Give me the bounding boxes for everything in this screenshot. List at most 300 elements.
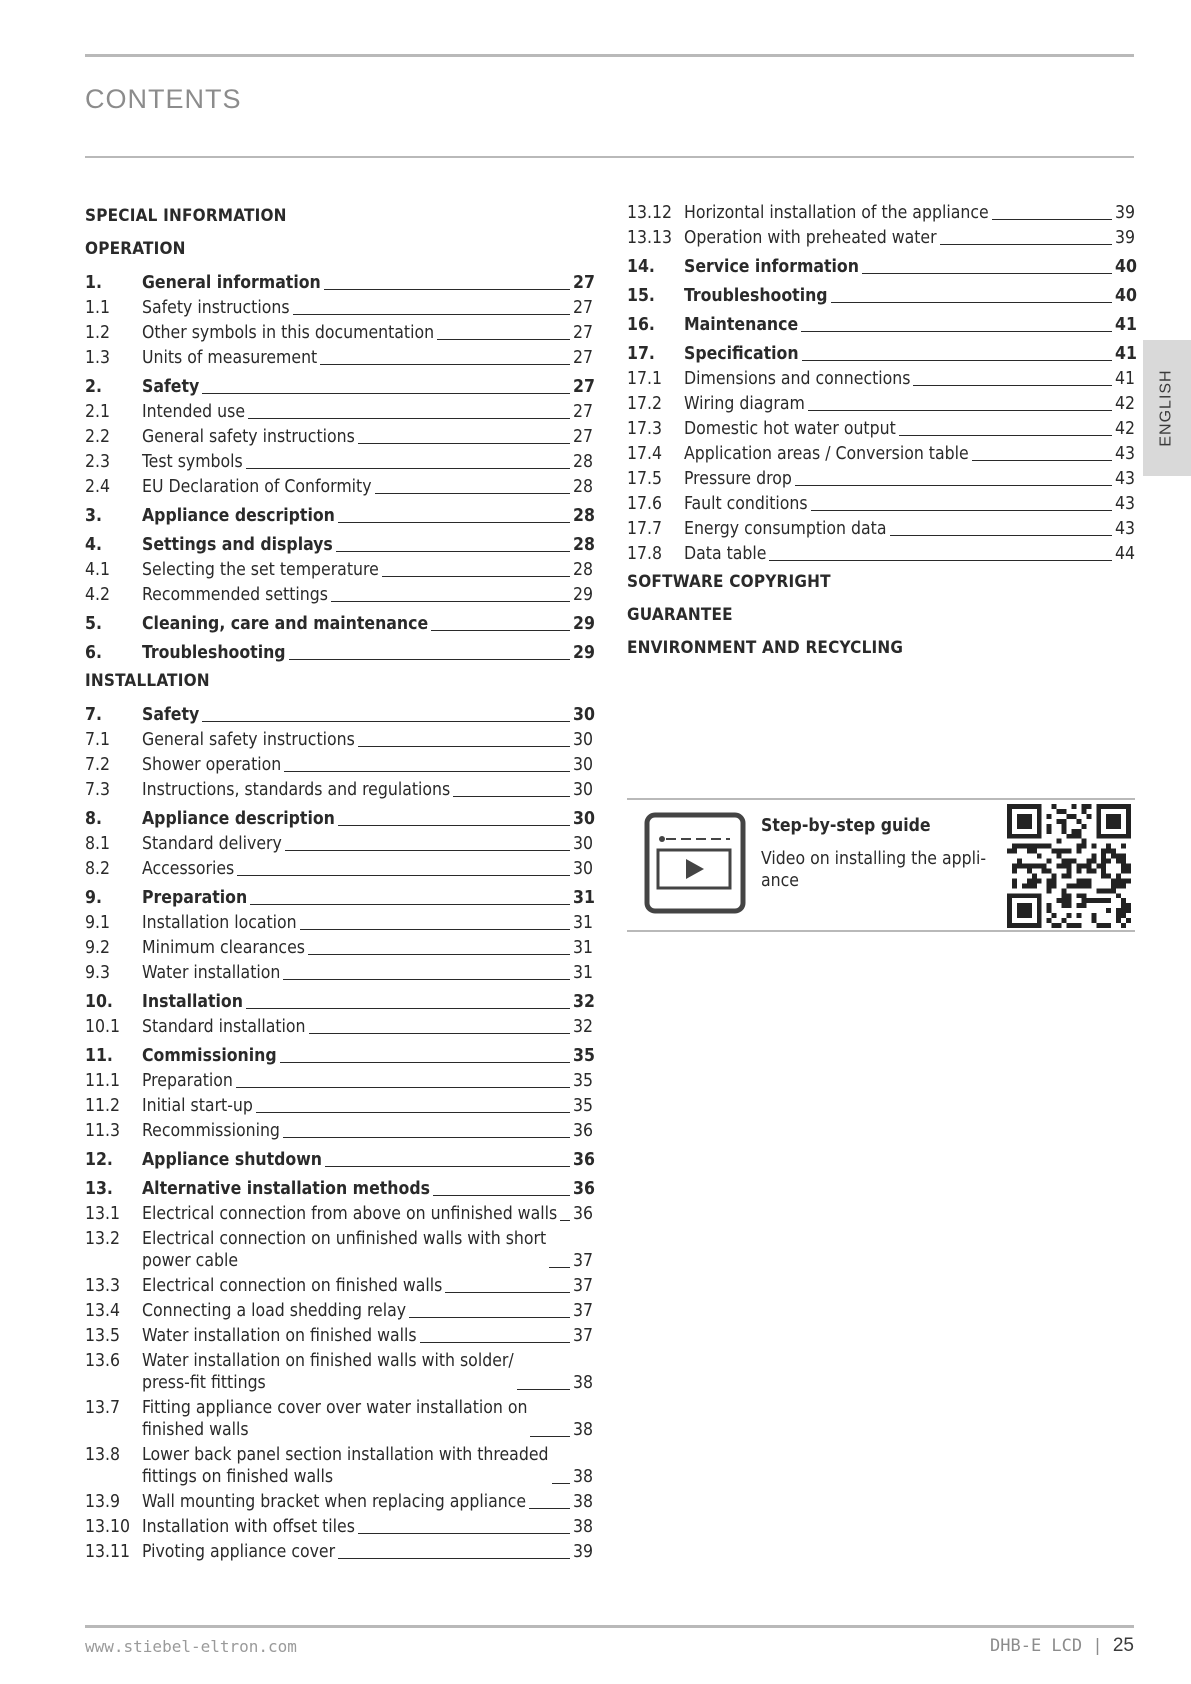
toc-number: 13.8 <box>85 1445 121 1465</box>
toc-page-number: 42 <box>1115 394 1136 414</box>
toc-title: Fitting appliance cover over water installation on finished walls <box>142 1398 528 1440</box>
toc-title: Electrical connection on unfinished walls with short power cable <box>142 1229 547 1271</box>
toc-title: Recommended settings <box>142 585 328 605</box>
toc-leader-line <box>338 825 570 826</box>
page-title: CONTENTS <box>85 84 242 115</box>
toc-page-number: 35 <box>573 1046 595 1066</box>
toc-number: 9.2 <box>85 938 111 958</box>
toc-page-number: 35 <box>573 1096 594 1116</box>
toc-page-number: 30 <box>573 730 594 750</box>
toc-number: 13. <box>85 1179 113 1199</box>
toc-entry[interactable] <box>85 831 593 856</box>
toc-page-number: 41 <box>1115 369 1136 389</box>
toc-number: 9.3 <box>85 963 111 983</box>
toc-number: 4.2 <box>85 585 111 605</box>
toc-entry[interactable] <box>627 441 1135 466</box>
toc-entry[interactable] <box>85 1489 593 1514</box>
guide-text: Video on installing the appli-ance <box>761 849 987 891</box>
toc-entry[interactable] <box>85 1201 593 1226</box>
toc-page-number: 30 <box>573 705 595 725</box>
toc-leader-line <box>972 460 1112 461</box>
toc-leader-line <box>320 364 570 365</box>
toc-chapter-entry[interactable] <box>85 698 593 727</box>
toc-page-number: 38 <box>573 1492 594 1512</box>
toc-number: 6. <box>85 643 102 663</box>
toc-title: Application areas / Conversion table <box>684 444 969 464</box>
toc-chapter-entry[interactable] <box>85 607 593 636</box>
toc-page-number: 31 <box>573 913 594 933</box>
toc-page-number: 36 <box>573 1204 594 1224</box>
language-tab-label: ENGLISH <box>1158 369 1175 447</box>
toc-page-number: 36 <box>573 1121 594 1141</box>
toc-leader-line <box>358 443 570 444</box>
toc-page-number: 27 <box>573 427 594 447</box>
toc-title: Energy consumption data <box>684 519 887 539</box>
toc-entry[interactable] <box>85 935 593 960</box>
toc-entry[interactable] <box>85 1395 593 1442</box>
toc-number: 11.3 <box>85 1121 121 1141</box>
video-player-icon <box>644 812 746 914</box>
toc-page-number: 39 <box>1115 203 1136 223</box>
toc-number: 1.3 <box>85 348 111 368</box>
toc-section-heading[interactable]: INSTALLATION <box>85 671 210 691</box>
toc-chapter-entry[interactable] <box>85 636 593 665</box>
toc-page-number: 31 <box>573 888 595 908</box>
guide-top-rule <box>627 798 1135 800</box>
toc-chapter-entry[interactable] <box>85 881 593 910</box>
toc-title: Commissioning <box>142 1046 277 1066</box>
toc-title: Settings and displays <box>142 535 333 555</box>
toc-page-number: 40 <box>1115 286 1137 306</box>
toc-page-number: 27 <box>573 298 594 318</box>
toc-entry[interactable] <box>85 424 593 449</box>
toc-number: 13.2 <box>85 1229 121 1249</box>
toc-number: 8.2 <box>85 859 111 879</box>
toc-page-number: 38 <box>573 1517 594 1537</box>
toc-chapter-entry[interactable] <box>85 1039 593 1068</box>
toc-entry[interactable] <box>627 366 1135 391</box>
toc-entry[interactable] <box>627 516 1135 541</box>
toc-leader-line <box>284 771 570 772</box>
toc-leader-line <box>517 1389 570 1390</box>
toc-title: Shower operation <box>142 755 282 775</box>
toc-title: Pressure drop <box>684 469 792 489</box>
toc-leader-line <box>236 1087 570 1088</box>
toc-number: 2.1 <box>85 402 111 422</box>
toc-entry[interactable] <box>627 416 1135 441</box>
toc-title: General information <box>142 273 321 293</box>
toc-title: General safety instructions <box>142 427 355 447</box>
top-rule <box>85 54 1134 57</box>
toc-page-number: 43 <box>1115 494 1136 514</box>
toc-entry[interactable] <box>85 1323 593 1348</box>
toc-number: 4.1 <box>85 560 111 580</box>
toc-leader-line <box>308 954 570 955</box>
toc-page-number: 38 <box>573 1420 594 1440</box>
toc-entry[interactable] <box>85 1226 593 1273</box>
toc-page-number: 38 <box>573 1373 594 1393</box>
footer-rule <box>85 1625 1134 1628</box>
toc-leader-line <box>325 1166 570 1167</box>
toc-entry[interactable] <box>627 541 1135 566</box>
toc-leader-line <box>324 289 570 290</box>
footer-doc-ref <box>990 1635 1134 1657</box>
toc-leader-line <box>802 360 1112 361</box>
toc-leader-line <box>433 1195 570 1196</box>
toc-number: 17. <box>627 344 655 364</box>
toc-page-number: 28 <box>573 560 594 580</box>
toc-title: Dimensions and connections <box>684 369 911 389</box>
toc-title: Lower back panel section installation with threaded fittings on finished walls <box>142 1445 549 1487</box>
toc-number: 17.7 <box>627 519 663 539</box>
toc-number: 10. <box>85 992 113 1012</box>
toc-page-number: 42 <box>1115 419 1136 439</box>
toc-number: 17.2 <box>627 394 663 414</box>
toc-section-heading[interactable]: GUARANTEE <box>627 605 733 625</box>
toc-title: Installation <box>142 992 243 1012</box>
footer-url[interactable]: www.stiebel-eltron.com <box>85 1637 297 1656</box>
toc-entry[interactable] <box>85 856 593 881</box>
toc-number: 1.2 <box>85 323 111 343</box>
toc-chapter-entry[interactable] <box>85 266 593 295</box>
toc-number: 16. <box>627 315 655 335</box>
guide-bottom-rule <box>627 930 1135 932</box>
toc-page-number: 32 <box>573 1017 594 1037</box>
toc-leader-line <box>453 796 570 797</box>
toc-title: Operation with preheated water <box>684 228 937 248</box>
toc-page-number: 36 <box>573 1179 595 1199</box>
toc-leader-line <box>338 522 570 523</box>
toc-leader-line <box>445 1292 570 1293</box>
toc-leader-line <box>560 1220 570 1221</box>
toc-title: Electrical connection on finished walls <box>142 1276 443 1296</box>
toc-number: 4. <box>85 535 102 555</box>
toc-leader-line <box>300 929 570 930</box>
toc-number: 13.11 <box>85 1542 131 1562</box>
toc-number: 7. <box>85 705 102 725</box>
toc-title: Specification <box>684 344 799 364</box>
toc-leader-line <box>529 1508 570 1509</box>
toc-page-number: 30 <box>573 859 594 879</box>
toc-page-number: 30 <box>573 809 595 829</box>
toc-leader-line <box>331 601 570 602</box>
toc-title: General safety instructions <box>142 730 355 750</box>
toc-entry[interactable] <box>85 345 593 370</box>
toc-number: 10.1 <box>85 1017 121 1037</box>
toc-leader-line <box>250 904 570 905</box>
toc-title: Test symbols <box>142 452 243 472</box>
toc-title: Connecting a load shedding relay <box>142 1301 407 1321</box>
toc-page-number: 27 <box>573 377 595 397</box>
toc-page-number: 29 <box>573 614 595 634</box>
toc-leader-line <box>549 1267 570 1268</box>
toc-entry[interactable] <box>85 1014 593 1039</box>
toc-title: Selecting the set temperature <box>142 560 379 580</box>
toc-entry[interactable] <box>627 200 1135 225</box>
toc-leader-line <box>358 746 570 747</box>
toc-chapter-entry[interactable] <box>85 1143 593 1172</box>
toc-leader-line <box>285 850 570 851</box>
toc-leader-line <box>431 630 570 631</box>
toc-leader-line <box>293 314 570 315</box>
toc-entry[interactable] <box>85 449 593 474</box>
toc-page-number: 29 <box>573 643 595 663</box>
toc-title: Accessories <box>142 859 235 879</box>
toc-leader-line <box>552 1483 570 1484</box>
toc-leader-line <box>913 385 1112 386</box>
toc-leader-line <box>831 302 1112 303</box>
toc-entry[interactable] <box>85 1514 593 1539</box>
toc-number: 13.3 <box>85 1276 121 1296</box>
toc-number: 8.1 <box>85 834 111 854</box>
toc-chapter-entry[interactable] <box>627 308 1135 337</box>
toc-leader-line <box>246 468 570 469</box>
toc-title: Alternative installation methods <box>142 1179 430 1199</box>
toc-title: Service information <box>684 257 859 277</box>
toc-number: 17.8 <box>627 544 663 564</box>
toc-title: Electrical connection from above on unfinished walls <box>142 1204 558 1224</box>
toc-page-number: 29 <box>573 585 594 605</box>
toc-entry[interactable] <box>627 391 1135 416</box>
toc-number: 7.3 <box>85 780 111 800</box>
toc-number: 11.2 <box>85 1096 121 1116</box>
toc-entry[interactable] <box>85 474 593 499</box>
toc-page-number: 31 <box>573 938 594 958</box>
toc-page-number: 28 <box>573 535 595 555</box>
toc-title: Troubleshooting <box>142 643 286 663</box>
toc-leader-line <box>256 1112 570 1113</box>
toc-page-number: 43 <box>1115 469 1136 489</box>
toc-leader-line <box>808 410 1112 411</box>
toc-page-number: 28 <box>573 506 595 526</box>
toc-entry[interactable] <box>85 320 593 345</box>
toc-chapter-entry[interactable] <box>85 1172 593 1201</box>
toc-leader-line <box>202 721 570 722</box>
toc-page-number: 30 <box>573 780 594 800</box>
toc-title: Instructions, standards and regulations <box>142 780 451 800</box>
toc-page-number: 43 <box>1115 444 1136 464</box>
toc-number: 1.1 <box>85 298 111 318</box>
toc-title: Wall mounting bracket when replacing appliance <box>142 1492 527 1512</box>
toc-entry[interactable] <box>85 1118 593 1143</box>
toc-title: Appliance description <box>142 506 335 526</box>
toc-number: 3. <box>85 506 102 526</box>
toc-leader-line <box>283 979 570 980</box>
footer-doc-name: DHB-E LCD | <box>990 1636 1103 1656</box>
guide-title: Step-by-step guide <box>761 816 931 836</box>
toc-page-number: 31 <box>573 963 594 983</box>
toc-title: Units of measurement <box>142 348 318 368</box>
toc-title: Water installation on finished walls with solder/ press-fit fittings <box>142 1351 514 1393</box>
toc-title: Initial start-up <box>142 1096 253 1116</box>
toc-title: Troubleshooting <box>684 286 828 306</box>
toc-chapter-entry[interactable] <box>627 250 1135 279</box>
toc-title: Intended use <box>142 402 246 422</box>
toc-number: 14. <box>627 257 655 277</box>
toc-leader-line <box>246 1008 570 1009</box>
toc-chapter-entry[interactable] <box>85 499 593 528</box>
toc-title: Data table <box>684 544 767 564</box>
toc-section-heading[interactable]: ENVIRONMENT AND RECYCLING <box>627 638 904 658</box>
toc-entry[interactable] <box>85 1442 593 1489</box>
toc-entry[interactable] <box>85 727 593 752</box>
toc-page-number: 37 <box>573 1326 594 1346</box>
toc-title: Appliance description <box>142 809 335 829</box>
toc-title: Water installation on finished walls <box>142 1326 417 1346</box>
toc-leader-line <box>358 1533 570 1534</box>
toc-chapter-entry[interactable] <box>85 528 593 557</box>
toc-right-column <box>627 200 1135 665</box>
toc-leader-line <box>336 551 570 552</box>
toc-chapter-entry[interactable] <box>85 802 593 831</box>
toc-number: 2.2 <box>85 427 111 447</box>
toc-title: EU Declaration of Conformity <box>142 477 372 497</box>
toc-page-number: 37 <box>573 1301 594 1321</box>
toc-entry[interactable] <box>85 1539 593 1564</box>
page-number: 25 <box>1112 1635 1134 1656</box>
toc-page-number: 37 <box>573 1276 594 1296</box>
toc-chapter-entry[interactable] <box>627 279 1135 308</box>
toc-leader-line <box>309 1033 570 1034</box>
toc-leader-line <box>248 418 570 419</box>
toc-title: Safety instructions <box>142 298 290 318</box>
toc-leader-line <box>862 273 1112 274</box>
toc-number: 2.3 <box>85 452 111 472</box>
toc-leader-line <box>382 576 570 577</box>
toc-number: 17.5 <box>627 469 663 489</box>
toc-leader-line <box>202 393 570 394</box>
toc-number: 7.2 <box>85 755 111 775</box>
toc-page-number: 27 <box>573 273 595 293</box>
toc-leader-line <box>283 1137 570 1138</box>
toc-number: 13.9 <box>85 1492 121 1512</box>
toc-number: 13.10 <box>85 1517 131 1537</box>
toc-title: Safety <box>142 377 200 397</box>
toc-entry[interactable] <box>85 399 593 424</box>
toc-entry[interactable] <box>85 1273 593 1298</box>
title-rule <box>85 156 1134 158</box>
toc-number: 17.4 <box>627 444 663 464</box>
toc-leader-line <box>899 435 1112 436</box>
toc-entry[interactable] <box>85 295 593 320</box>
toc-page-number: 37 <box>573 1251 594 1271</box>
toc-page-number: 28 <box>573 477 594 497</box>
toc-chapter-entry[interactable] <box>627 337 1135 366</box>
toc-leader-line <box>769 560 1112 561</box>
toc-number: 13.12 <box>627 203 673 223</box>
toc-entry[interactable] <box>85 910 593 935</box>
toc-title: Domestic hot water output <box>684 419 896 439</box>
toc-page-number: 39 <box>573 1542 594 1562</box>
toc-leader-line <box>338 1558 570 1559</box>
toc-number: 11.1 <box>85 1071 121 1091</box>
toc-leader-line <box>237 875 570 876</box>
language-tab[interactable] <box>1143 340 1191 476</box>
toc-page-number: 41 <box>1115 344 1137 364</box>
toc-entry[interactable] <box>85 1093 593 1118</box>
toc-page-number: 44 <box>1115 544 1136 564</box>
toc-title: Pivoting appliance cover <box>142 1542 336 1562</box>
toc-number: 2. <box>85 377 102 397</box>
toc-page-number: 39 <box>1115 228 1136 248</box>
toc-page-number: 27 <box>573 323 594 343</box>
toc-title: Installation location <box>142 913 297 933</box>
toc-number: 1. <box>85 273 102 293</box>
step-by-step-guide[interactable] <box>627 798 1135 932</box>
toc-entry[interactable] <box>85 1348 593 1395</box>
toc-entry[interactable] <box>627 491 1135 516</box>
toc-section-heading[interactable]: SOFTWARE COPYRIGHT <box>627 572 831 592</box>
toc-entry[interactable] <box>85 1298 593 1323</box>
toc-entry[interactable] <box>627 225 1135 250</box>
toc-left-column <box>85 200 593 1564</box>
toc-entry[interactable] <box>85 557 593 582</box>
toc-page-number: 28 <box>573 452 594 472</box>
toc-title: Standard installation <box>142 1017 306 1037</box>
toc-number: 17.6 <box>627 494 663 514</box>
toc-entry[interactable] <box>85 752 593 777</box>
toc-title: Preparation <box>142 888 248 908</box>
toc-number: 13.6 <box>85 1351 121 1371</box>
toc-page-number: 35 <box>573 1071 594 1091</box>
toc-number: 17.1 <box>627 369 663 389</box>
toc-leader-line <box>890 535 1113 536</box>
toc-page-number: 27 <box>573 348 594 368</box>
toc-title: Cleaning, care and maintenance <box>142 614 429 634</box>
toc-entry[interactable] <box>627 466 1135 491</box>
toc-number: 11. <box>85 1046 113 1066</box>
toc-page-number: 40 <box>1115 257 1137 277</box>
toc-chapter-entry[interactable] <box>85 985 593 1014</box>
toc-number: 9.1 <box>85 913 111 933</box>
toc-page-number: 38 <box>573 1467 594 1487</box>
toc-leader-line <box>811 510 1112 511</box>
qr-code-icon[interactable] <box>1007 804 1131 928</box>
toc-page-number: 32 <box>573 992 595 1012</box>
toc-number: 13.7 <box>85 1398 121 1418</box>
toc-leader-line <box>420 1342 570 1343</box>
toc-title: Other symbols in this documentation <box>142 323 435 343</box>
toc-leader-line <box>992 219 1112 220</box>
toc-number: 12. <box>85 1150 113 1170</box>
toc-leader-line <box>280 1062 570 1063</box>
toc-entry[interactable] <box>85 1068 593 1093</box>
toc-leader-line <box>409 1317 570 1318</box>
toc-entry[interactable] <box>85 960 593 985</box>
toc-number: 2.4 <box>85 477 111 497</box>
toc-chapter-entry[interactable] <box>85 370 593 399</box>
toc-number: 13.1 <box>85 1204 121 1224</box>
toc-title: Installation with offset tiles <box>142 1517 355 1537</box>
toc-entry[interactable] <box>85 777 593 802</box>
toc-section-heading[interactable]: OPERATION <box>85 239 186 259</box>
toc-page-number: 43 <box>1115 519 1136 539</box>
toc-title: Minimum clearances <box>142 938 305 958</box>
toc-leader-line <box>530 1436 570 1437</box>
toc-entry[interactable] <box>85 582 593 607</box>
toc-leader-line <box>795 485 1112 486</box>
toc-number: 5. <box>85 614 102 634</box>
toc-leader-line <box>375 493 570 494</box>
toc-section-heading[interactable]: SPECIAL INFORMATION <box>85 206 287 226</box>
toc-title: Maintenance <box>684 315 799 335</box>
toc-title: Appliance shutdown <box>142 1150 322 1170</box>
toc-title: Wiring diagram <box>684 394 805 414</box>
toc-number: 13.4 <box>85 1301 121 1321</box>
toc-leader-line <box>801 331 1112 332</box>
toc-title: Recommissioning <box>142 1121 280 1141</box>
toc-number: 17.3 <box>627 419 663 439</box>
